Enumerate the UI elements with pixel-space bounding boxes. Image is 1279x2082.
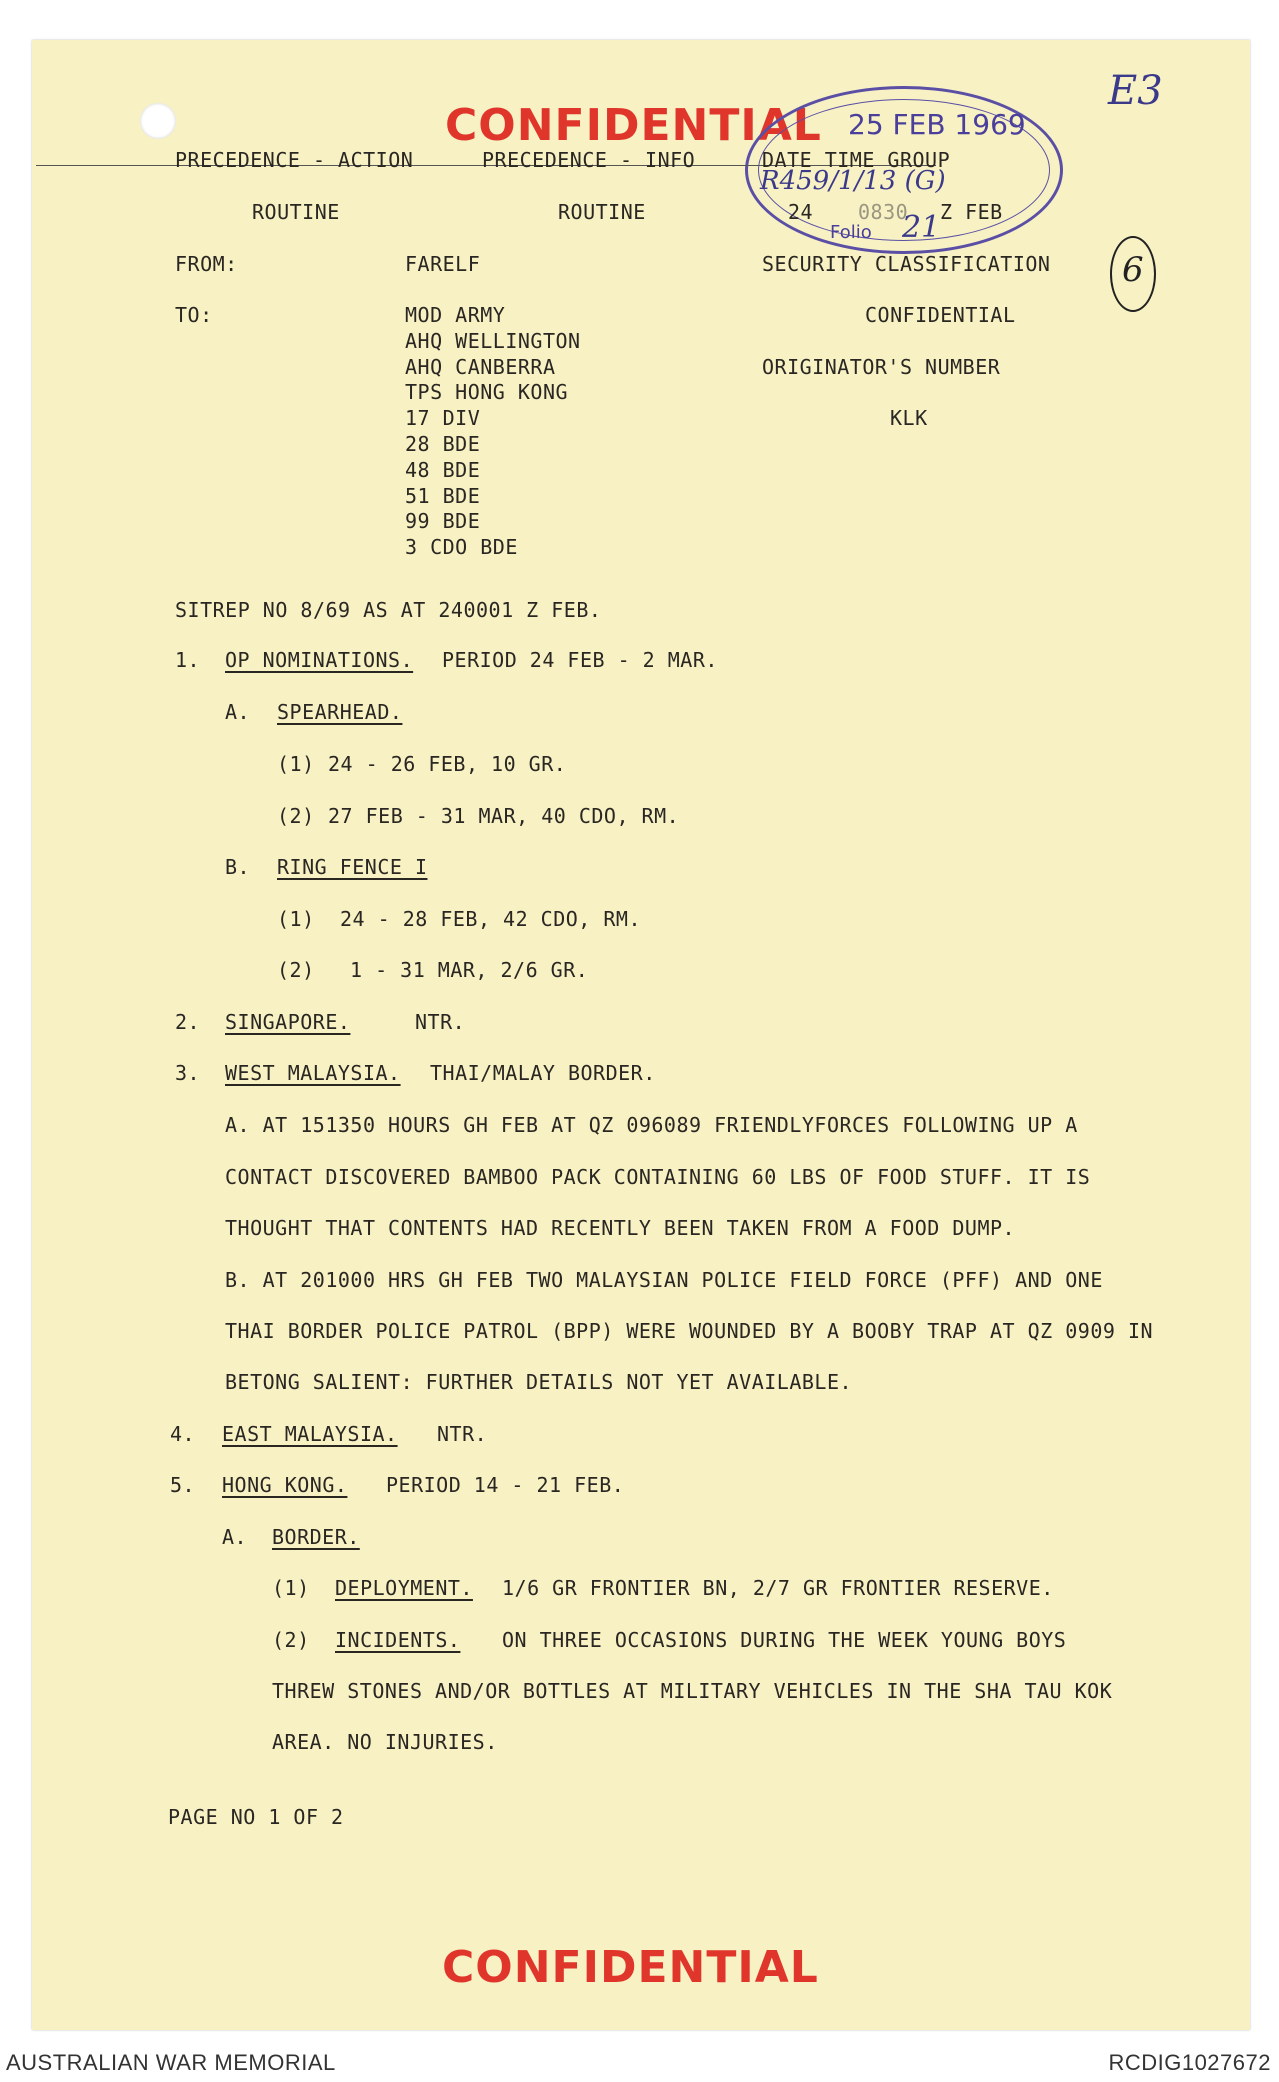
folio-mark: 6 — [1122, 250, 1144, 290]
addressee: 3 CDO BDE — [405, 535, 518, 560]
addressee: 17 DIV — [405, 406, 481, 431]
folio-number: 21 — [902, 210, 941, 245]
section-5a-1-title: DEPLOYMENT. — [335, 1576, 473, 1600]
section-3-number: 3. — [175, 1061, 201, 1085]
section-5a-2-line-3: AREA. NO INJURIES. — [272, 1730, 498, 1754]
section-5a-title: BORDER. — [272, 1525, 360, 1549]
addressee: 99 BDE — [405, 509, 481, 534]
section-3b-line-3: BETONG SALIENT: FURTHER DETAILS NOT YET AVAILABLE. — [225, 1370, 853, 1394]
originator-number: KLK — [890, 406, 928, 430]
document-page — [32, 40, 1250, 2030]
section-2-number: 2. — [175, 1010, 201, 1034]
section-4-number: 4. — [170, 1422, 196, 1446]
addressee-list — [405, 303, 581, 561]
section-5a-2-line-2: THREW STONES AND/OR BOTTLES AT MILITARY VEHICLES IN THE SHA TAU KOK — [272, 1679, 1113, 1703]
addressee: AHQ WELLINGTON — [405, 328, 581, 353]
to-label: TO: — [175, 303, 213, 327]
sitrep-title: SITREP NO 8/69 AS AT 240001 Z FEB. — [175, 598, 602, 622]
section-5a-letter: A. — [222, 1525, 248, 1549]
section-3a-line-3: THOUGHT THAT CONTENTS HAD RECENTLY BEEN TAKEN FROM A FOOD DUMP. — [225, 1216, 1016, 1240]
addressee: 51 BDE — [405, 483, 481, 508]
section-1-number: 1. — [175, 648, 201, 672]
section-4-text: NTR. — [437, 1422, 488, 1446]
section-1b-title: RING FENCE I — [277, 855, 428, 879]
confidential-stamp-bottom: CONFIDENTIAL — [442, 1942, 819, 1993]
addressee: 28 BDE — [405, 431, 481, 456]
section-1a-2-number: (2) — [277, 804, 315, 828]
section-5a-1-number: (1) — [272, 1576, 310, 1600]
section-5-number: 5. — [170, 1473, 196, 1497]
section-3a-line-2: CONTACT DISCOVERED BAMBOO PACK CONTAINING 60 LBS OF FOOD STUFF. IT IS — [225, 1165, 1091, 1189]
section-5-title: HONG KONG. — [222, 1473, 348, 1497]
addressee: AHQ CANBERRA — [405, 354, 556, 379]
section-1b-letter: B. — [225, 855, 251, 879]
archive-credit: AUSTRALIAN WAR MEMORIAL — [6, 2050, 336, 2075]
precedence-action-label: PRECEDENCE - ACTION — [175, 148, 414, 172]
confidential-stamp-top: CONFIDENTIAL — [445, 100, 822, 151]
dtg-time: 0830 — [858, 200, 909, 224]
section-1-text: PERIOD 24 FEB - 2 MAR. — [442, 648, 718, 672]
section-1-title: OP NOMINATIONS. — [225, 648, 414, 672]
addressee: TPS HONG KONG — [405, 380, 569, 405]
addressee: MOD ARMY — [405, 303, 506, 327]
section-3b-line-2: THAI BORDER POLICE PATROL (BPP) WERE WOUNDED BY A BOOBY TRAP AT QZ 0909 IN — [225, 1319, 1154, 1343]
dtg-day: 24 — [788, 200, 814, 224]
from-label: FROM: — [175, 252, 238, 276]
security-label: SECURITY CLASSIFICATION — [762, 252, 1051, 276]
section-1b-1-number: (1) — [277, 907, 315, 931]
section-5-text: PERIOD 14 - 21 FEB. — [386, 1473, 625, 1497]
addressee: 48 BDE — [405, 457, 481, 482]
section-5a-2-line-1: ON THREE OCCASIONS DURING THE WEEK YOUNG BOYS — [502, 1628, 1067, 1652]
security-classification: CONFIDENTIAL — [865, 303, 1016, 327]
section-1b-2-number: (2) — [277, 958, 315, 982]
folio-label: Folio — [830, 222, 872, 243]
section-1a-title: SPEARHEAD. — [277, 700, 403, 724]
section-3-title: WEST MALAYSIA. — [225, 1061, 401, 1085]
archive-id: RCDIG1027672 — [1108, 2050, 1271, 2075]
dtg-zone: Z FEB — [940, 200, 1003, 224]
punch-hole — [140, 103, 176, 139]
section-3a-line-1: A. AT 151350 HOURS GH FEB AT QZ 096089 FRIENDLYFORCES FOLLOWING UP A — [225, 1113, 1078, 1137]
received-date: 25 FEB 1969 — [848, 108, 1026, 141]
section-3-text: THAI/MALAY BORDER. — [430, 1061, 656, 1085]
section-1b-2-text: 1 - 31 MAR, 2/6 GR. — [350, 958, 589, 982]
date-time-group-label: DATE TIME GROUP — [762, 148, 951, 172]
precedence-action: ROUTINE — [252, 200, 340, 224]
from-value: FARELF — [405, 252, 481, 276]
section-5a-2-title: INCIDENTS. — [335, 1628, 461, 1652]
page-number: PAGE NO 1 OF 2 — [168, 1805, 344, 1829]
section-3b-line-1: B. AT 201000 HRS GH FEB TWO MALAYSIAN POLICE FIELD FORCE (PFF) AND ONE — [225, 1268, 1103, 1292]
handwritten-ref: E3 — [1108, 68, 1163, 114]
section-5a-2-number: (2) — [272, 1628, 310, 1652]
section-1a-letter: A. — [225, 700, 251, 724]
section-1a-1-number: (1) — [277, 752, 315, 776]
originator-label: ORIGINATOR'S NUMBER — [762, 355, 1001, 379]
section-5a-1-text: 1/6 GR FRONTIER BN, 2/7 GR FRONTIER RESERVE. — [502, 1576, 1054, 1600]
precedence-info-label: PRECEDENCE - INFO — [482, 148, 696, 172]
section-2-title: SINGAPORE. — [225, 1010, 351, 1034]
section-1a-2-text: 27 FEB - 31 MAR, 40 CDO, RM. — [328, 804, 680, 828]
section-1a-1-text: 24 - 26 FEB, 10 GR. — [328, 752, 567, 776]
received-ref: R459/1/13 (G) — [760, 166, 946, 196]
section-2-text: NTR. — [415, 1010, 466, 1034]
section-1b-1-text: 24 - 28 FEB, 42 CDO, RM. — [340, 907, 641, 931]
section-4-title: EAST MALAYSIA. — [222, 1422, 398, 1446]
precedence-info: ROUTINE — [558, 200, 646, 224]
